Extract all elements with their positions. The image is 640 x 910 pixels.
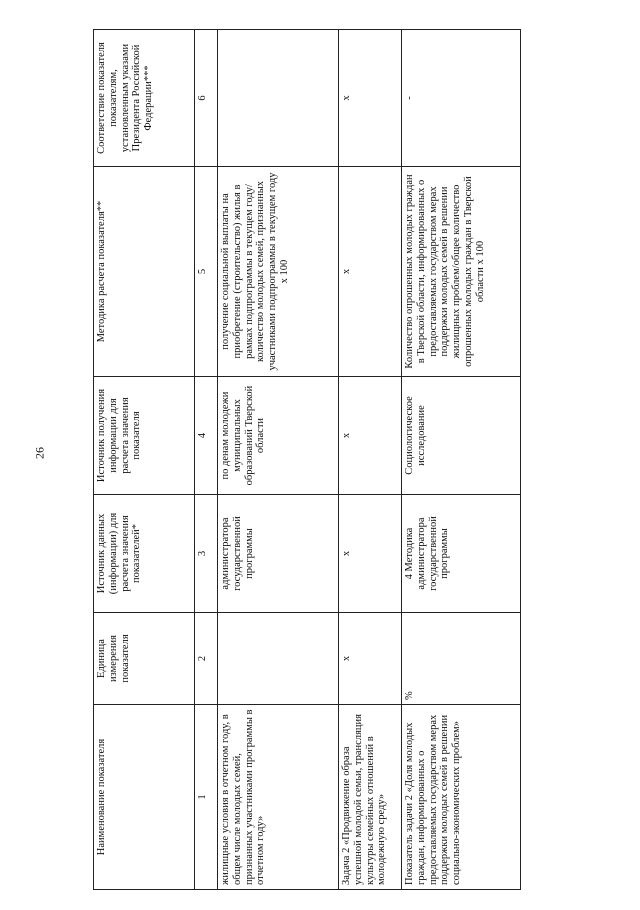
table-cell: жилищные условия в отчетном году, в общем числе молодых семей, признанных участниками программы в отчетном году» xyxy=(218,705,339,890)
table-cell: получение социальной выплаты на приобретение (строительство) жилья в рамках подпрограммы в текущем году/количество молодых семей, признанных участниками подпрограммы в текущем году х 100 xyxy=(218,167,339,377)
table-cell: % xyxy=(402,613,521,705)
table-cell: Показатель задачи 2 «Доля молодых граждан, информированных о предоставляемых государством мерах поддержки молодых семей в решении социально-экономических проблем» xyxy=(402,705,521,890)
table-cell: администратора государственной программы xyxy=(218,495,339,613)
table-cell: по денам молодежи муниципальных образований Тверской области xyxy=(218,377,339,495)
table-cell xyxy=(218,613,339,705)
column-number: 1 xyxy=(195,705,218,890)
table-cell: - xyxy=(402,30,521,167)
page-number: 26 xyxy=(32,447,47,459)
table-row xyxy=(402,30,521,890)
table-cell: х xyxy=(339,30,402,167)
table-cell: х xyxy=(339,167,402,377)
indicators-table xyxy=(93,29,521,890)
column-number-row xyxy=(195,30,218,890)
table-cell: х xyxy=(339,377,402,495)
table-cell: 4 Методика администратора государственной программы xyxy=(402,495,521,613)
header-cell: Наименование показателя xyxy=(94,705,195,890)
column-number: 4 xyxy=(195,377,218,495)
table-cell: Количество опрошенных молодых граждан в Тверской области, информированных о предоставляемых государством мерах поддержки молодых семей в решении жилищных проблем/общее количество опрошенных молодых граждан в Тверской области х 100 xyxy=(402,167,521,377)
column-number: 3 xyxy=(195,495,218,613)
table-cell: х xyxy=(339,613,402,705)
column-number: 6 xyxy=(195,30,218,167)
table-cell: Задача 2 «Продвижение образа успешной молодой семьи, трансляция культуры семейных отношений в молодежную среду» xyxy=(339,705,402,890)
header-cell: Соответствие показателя показателям, установленным указами Президента Российской Федерации*** xyxy=(94,30,195,167)
header-cell: Единица измерения показателя xyxy=(94,613,195,705)
rotated-table-container xyxy=(93,30,613,910)
column-number: 2 xyxy=(195,613,218,705)
header-cell: Источник данных (информации) для расчета значения показателей* xyxy=(94,495,195,613)
header-row xyxy=(94,30,195,890)
table-row xyxy=(218,30,339,890)
header-cell: Источник получения информации для расчета значения показателя xyxy=(94,377,195,495)
table-cell xyxy=(218,30,339,167)
header-cell: Методика расчета показателя** xyxy=(94,167,195,377)
table-cell: х xyxy=(339,495,402,613)
column-number: 5 xyxy=(195,167,218,377)
table-cell: Социологическое исследование xyxy=(402,377,521,495)
table-row xyxy=(339,30,402,890)
table-rotator xyxy=(93,30,613,890)
